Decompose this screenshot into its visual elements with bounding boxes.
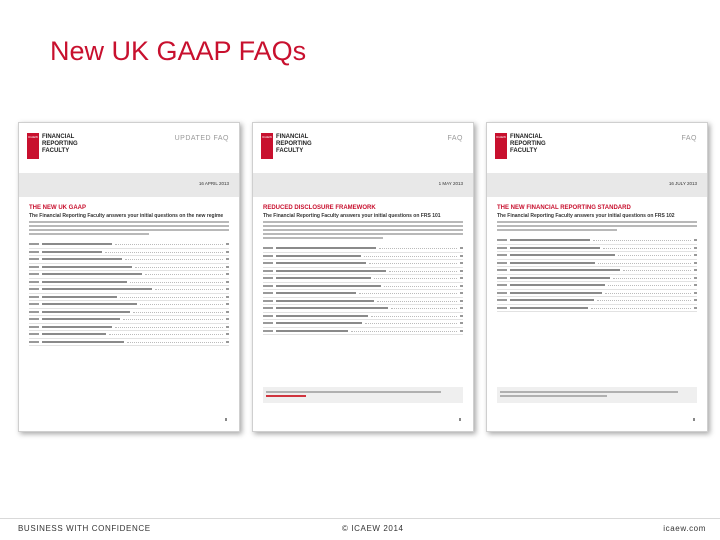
list-item	[497, 282, 697, 290]
list-item	[263, 283, 463, 291]
list-item	[29, 331, 229, 339]
list-item	[263, 320, 463, 328]
org-name: FINANCIAL REPORTING FACULTY	[510, 134, 546, 154]
doc-label: FAQ	[447, 135, 463, 142]
list-item	[29, 271, 229, 279]
section-title: THE NEW FINANCIAL REPORTING STANDARD	[497, 205, 631, 211]
sub-title: The Financial Reporting Faculty answers your initial questions on FRS 102	[497, 213, 675, 219]
paragraph-line	[497, 229, 617, 231]
list-item	[263, 313, 463, 321]
icaew-logo-mark: ICAEW	[261, 133, 273, 159]
doc-date: 16 JULY 2013	[668, 181, 697, 186]
list-item	[497, 260, 697, 268]
faq-document-thumbnail[interactable]	[18, 122, 240, 432]
section-title: REDUCED DISCLOSURE FRAMEWORK	[263, 205, 376, 211]
list-item	[29, 339, 229, 347]
faq-document-thumbnail[interactable]	[252, 122, 474, 432]
question-list	[263, 245, 463, 335]
list-item	[497, 275, 697, 283]
note-line	[500, 391, 678, 393]
footer-copyright: © ICAEW 2014	[342, 524, 404, 533]
faq-document-thumbnail[interactable]	[486, 122, 708, 432]
footer-website-link[interactable]: icaew.com	[663, 524, 706, 533]
page-number	[225, 418, 227, 421]
paragraph-line	[29, 233, 149, 235]
list-item	[263, 305, 463, 313]
list-item	[263, 290, 463, 298]
paragraph-line	[497, 221, 697, 223]
list-item	[263, 275, 463, 283]
note-link[interactable]	[266, 395, 306, 397]
question-list	[497, 237, 697, 312]
list-item	[263, 328, 463, 336]
list-item	[263, 245, 463, 253]
paragraph-line	[263, 237, 383, 239]
note-line	[500, 395, 607, 397]
question-list	[29, 241, 229, 346]
paragraph-line	[29, 221, 229, 223]
sub-title: The Financial Reporting Faculty answers your initial questions on the new regime	[29, 213, 224, 219]
list-item	[263, 253, 463, 261]
list-item	[497, 245, 697, 253]
doc-date: 1 MAY 2013	[438, 181, 463, 186]
list-item	[497, 237, 697, 245]
paragraph-line	[29, 225, 229, 227]
sub-title: The Financial Reporting Faculty answers your initial questions on FRS 101	[263, 213, 441, 219]
doc-content	[497, 205, 697, 312]
date-bar	[487, 173, 707, 197]
section-title: THE NEW UK GAAP	[29, 205, 86, 211]
list-item	[497, 305, 697, 313]
list-item	[29, 324, 229, 332]
paragraph-line	[263, 225, 463, 227]
paragraph-line	[29, 229, 229, 231]
list-item	[497, 290, 697, 298]
list-item	[263, 268, 463, 276]
footer-tagline: BUSINESS WITH CONFIDENCE	[18, 524, 151, 533]
doc-label: FAQ	[681, 135, 697, 142]
list-item	[29, 301, 229, 309]
slide-title: New UK GAAP FAQs	[50, 36, 307, 66]
paragraph-line	[497, 225, 697, 227]
list-item	[29, 294, 229, 302]
date-bar	[19, 173, 239, 197]
list-item	[497, 252, 697, 260]
doc-date: 16 APRIL 2013	[198, 181, 229, 186]
list-item	[29, 279, 229, 287]
doc-content	[29, 205, 229, 346]
doc-content	[263, 205, 463, 335]
list-item	[29, 249, 229, 257]
note-line	[266, 391, 441, 393]
list-item	[29, 256, 229, 264]
org-name: FINANCIAL REPORTING FACULTY	[42, 134, 78, 154]
footer-divider	[0, 518, 720, 519]
list-item	[263, 298, 463, 306]
list-item	[497, 297, 697, 305]
list-item	[29, 286, 229, 294]
list-item	[29, 316, 229, 324]
list-item	[29, 241, 229, 249]
page-number	[693, 418, 695, 421]
list-item	[29, 264, 229, 272]
paragraph-line	[263, 233, 463, 235]
list-item	[29, 309, 229, 317]
note-box	[497, 387, 697, 403]
list-item	[263, 260, 463, 268]
icaew-logo-mark: ICAEW	[27, 133, 39, 159]
icaew-logo-mark: ICAEW	[495, 133, 507, 159]
paragraph-line	[263, 229, 463, 231]
date-bar	[253, 173, 473, 197]
note-box	[263, 387, 463, 403]
org-name: FINANCIAL REPORTING FACULTY	[276, 134, 312, 154]
doc-label: UPDATED FAQ	[174, 135, 229, 142]
paragraph-line	[263, 221, 463, 223]
page-number	[459, 418, 461, 421]
list-item	[497, 267, 697, 275]
